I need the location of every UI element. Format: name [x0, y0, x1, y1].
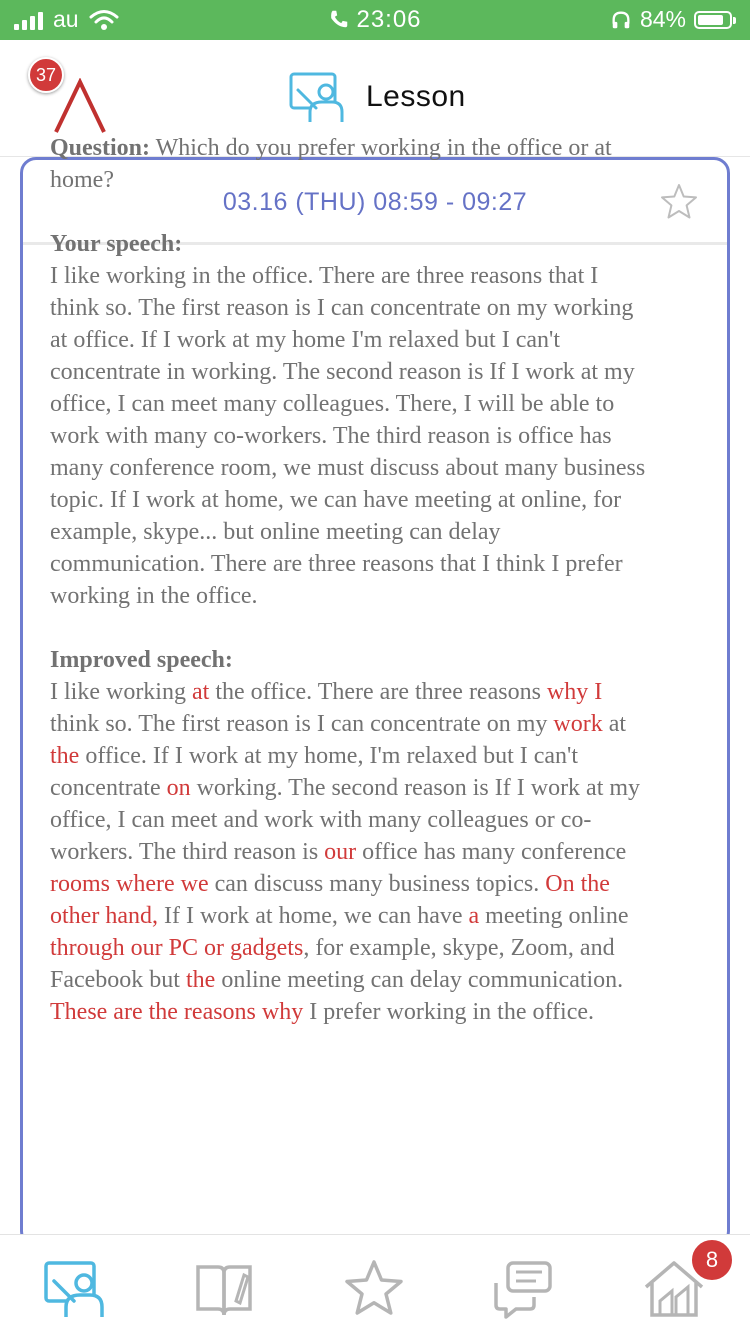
correction-segment: rooms where we	[50, 871, 209, 897]
header-title-group	[288, 68, 466, 126]
text-segment: office. If I work at my home, I'm relaxed but I can't concentrate	[50, 743, 579, 801]
lesson-header-icon	[288, 68, 346, 126]
text-segment: I prefer working in the office.	[303, 999, 595, 1025]
text-segment: can discuss many business topics.	[208, 871, 540, 897]
text-segment: meeting online	[479, 903, 629, 929]
text-segment: online meeting can delay communication.	[215, 967, 624, 993]
text-segment: , for example, skype, Zoom, and Facebook but	[50, 935, 615, 993]
correction-segment: why I	[546, 679, 603, 705]
correction-segment: work	[553, 711, 603, 737]
correction-segment: through our PC or gadgets	[50, 935, 304, 961]
correction-segment: These are the reasons why	[50, 999, 304, 1025]
status-bar	[0, 0, 750, 40]
improved-speech-label: Improved speech:	[50, 647, 233, 673]
correction-segment: our	[324, 839, 357, 865]
battery-label: 84%	[639, 6, 686, 32]
status-right	[610, 6, 732, 33]
text-segment: at	[602, 711, 627, 737]
headphones-icon	[610, 9, 632, 31]
book-icon[interactable]	[192, 1257, 256, 1321]
question-text: Which do you prefer working in the office or at home?	[50, 135, 612, 193]
text-segment: office has many conference	[356, 839, 627, 865]
phone-icon	[328, 8, 350, 30]
favorite-star-icon[interactable]	[659, 182, 699, 222]
text-segment: working. The second reason is If I work at my office, I can meet and work with many colleagues or co-workers. The third reason is	[50, 775, 641, 865]
text-segment: the office. There are three reasons	[209, 679, 547, 705]
improved-speech-block	[50, 644, 650, 1028]
home-badge: 8	[690, 1238, 734, 1282]
chat-icon[interactable]	[490, 1257, 554, 1321]
correction-segment: at	[191, 679, 210, 705]
correction-segment: on	[166, 775, 191, 801]
text-segment: I like working	[50, 679, 192, 705]
text-segment: think so. The first reason is I can concentrate on my	[50, 711, 554, 737]
lesson-icon[interactable]	[42, 1257, 106, 1321]
carrier-label: au	[53, 6, 79, 32]
correction-segment: the	[185, 967, 216, 993]
text-segment: If I work at home, we can have	[157, 903, 469, 929]
correction-segment: the	[50, 743, 80, 769]
lesson-content	[50, 132, 650, 1060]
question-label: Question:	[50, 135, 151, 161]
improved-speech-text	[50, 679, 640, 1025]
bottom-nav	[0, 1234, 750, 1335]
star-icon[interactable]	[342, 1257, 406, 1321]
your-speech-label: Your speech:	[50, 231, 183, 257]
question-block	[50, 132, 650, 196]
your-speech-text: I like working in the office. There are three reasons that I think so. The first reason is I can concentrate on my working at office. If I work at my home I'm relaxed but I can't concentrate in working. The second reason is If I work at my office, I can meet many colleagues. There, I will be able to work with many co-workers. The third reason is office has many conference room, we must discuss about many business topic. If I work at home, we can have meeting at online, for example, skype... but online meeting can delay communication. There are three reasons that I think I prefer working in the office.	[50, 263, 646, 609]
page-title: Lesson	[366, 80, 466, 113]
notification-badge: 37	[28, 57, 64, 93]
time-label: 23:06	[356, 6, 422, 33]
correction-segment: On the other hand,	[50, 871, 610, 929]
lesson-date: 03.16 (THU) 08:59 - 09:27	[222, 188, 528, 216]
your-speech-block	[50, 228, 650, 612]
battery-icon	[694, 11, 732, 29]
correction-segment: a	[468, 903, 480, 929]
